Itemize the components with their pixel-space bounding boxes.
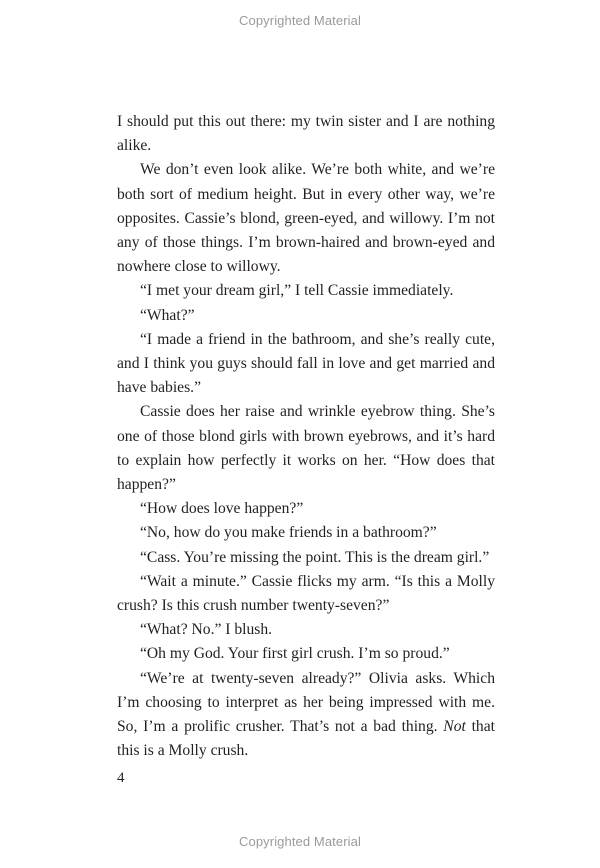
paragraph-emphasis: Not xyxy=(443,718,466,736)
page-body-text xyxy=(117,110,495,763)
paragraph: We don’t even look alike. We’re both white, and we’re both sort of medium height. But in every other way, we’re opposites. Cassie’s blond, green-eyed, and willowy. I’m not any of those things. I’m brown-haired and brown-eyed and nowhere close to willowy. xyxy=(117,161,495,276)
paragraph: “I met your dream girl,” I tell Cassie immediately. xyxy=(140,282,454,300)
paragraph: “No, how do you make friends in a bathroom?” xyxy=(140,524,437,542)
paragraph xyxy=(117,667,495,764)
paragraph: “How does love happen?” xyxy=(140,500,304,518)
paragraph: “Oh my God. Your first girl crush. I’m so proud.” xyxy=(140,645,450,663)
copyright-watermark-top: Copyrighted Material xyxy=(239,13,361,28)
paragraph-text-after: that this is a Molly crush. xyxy=(117,718,495,760)
paragraph: “I made a friend in the bathroom, and she’s really cute, and I think you guys should fall in love and get married and have babies.” xyxy=(117,330,495,397)
paragraph: “What?” xyxy=(140,306,195,324)
paragraph: “What? No.” I blush. xyxy=(140,621,273,639)
paragraph: I should put this out there: my twin sister and I are nothing alike. xyxy=(117,113,495,155)
copyright-watermark-bottom: Copyrighted Material xyxy=(239,834,361,849)
page-number: 4 xyxy=(117,770,125,786)
paragraph: “Cass. You’re missing the point. This is the dream girl.” xyxy=(140,548,490,566)
paragraph: “Wait a minute.” Cassie flicks my arm. “Is this a Molly crush? Is this crush number twenty-seven?” xyxy=(117,572,495,615)
paragraph: Cassie does her raise and wrinkle eyebrow thing. She’s one of those blond girls with brown eyebrows, and it’s hard to explain how perfectly it works on her. “How does that happen?” xyxy=(117,403,495,494)
paragraph-text-before: “We’re at twenty-seven already?” Olivia asks. Which I’m choosing to interpret as her being impressed with me. So, I’m a prolific crusher. That’s not a bad thing. xyxy=(117,669,495,736)
